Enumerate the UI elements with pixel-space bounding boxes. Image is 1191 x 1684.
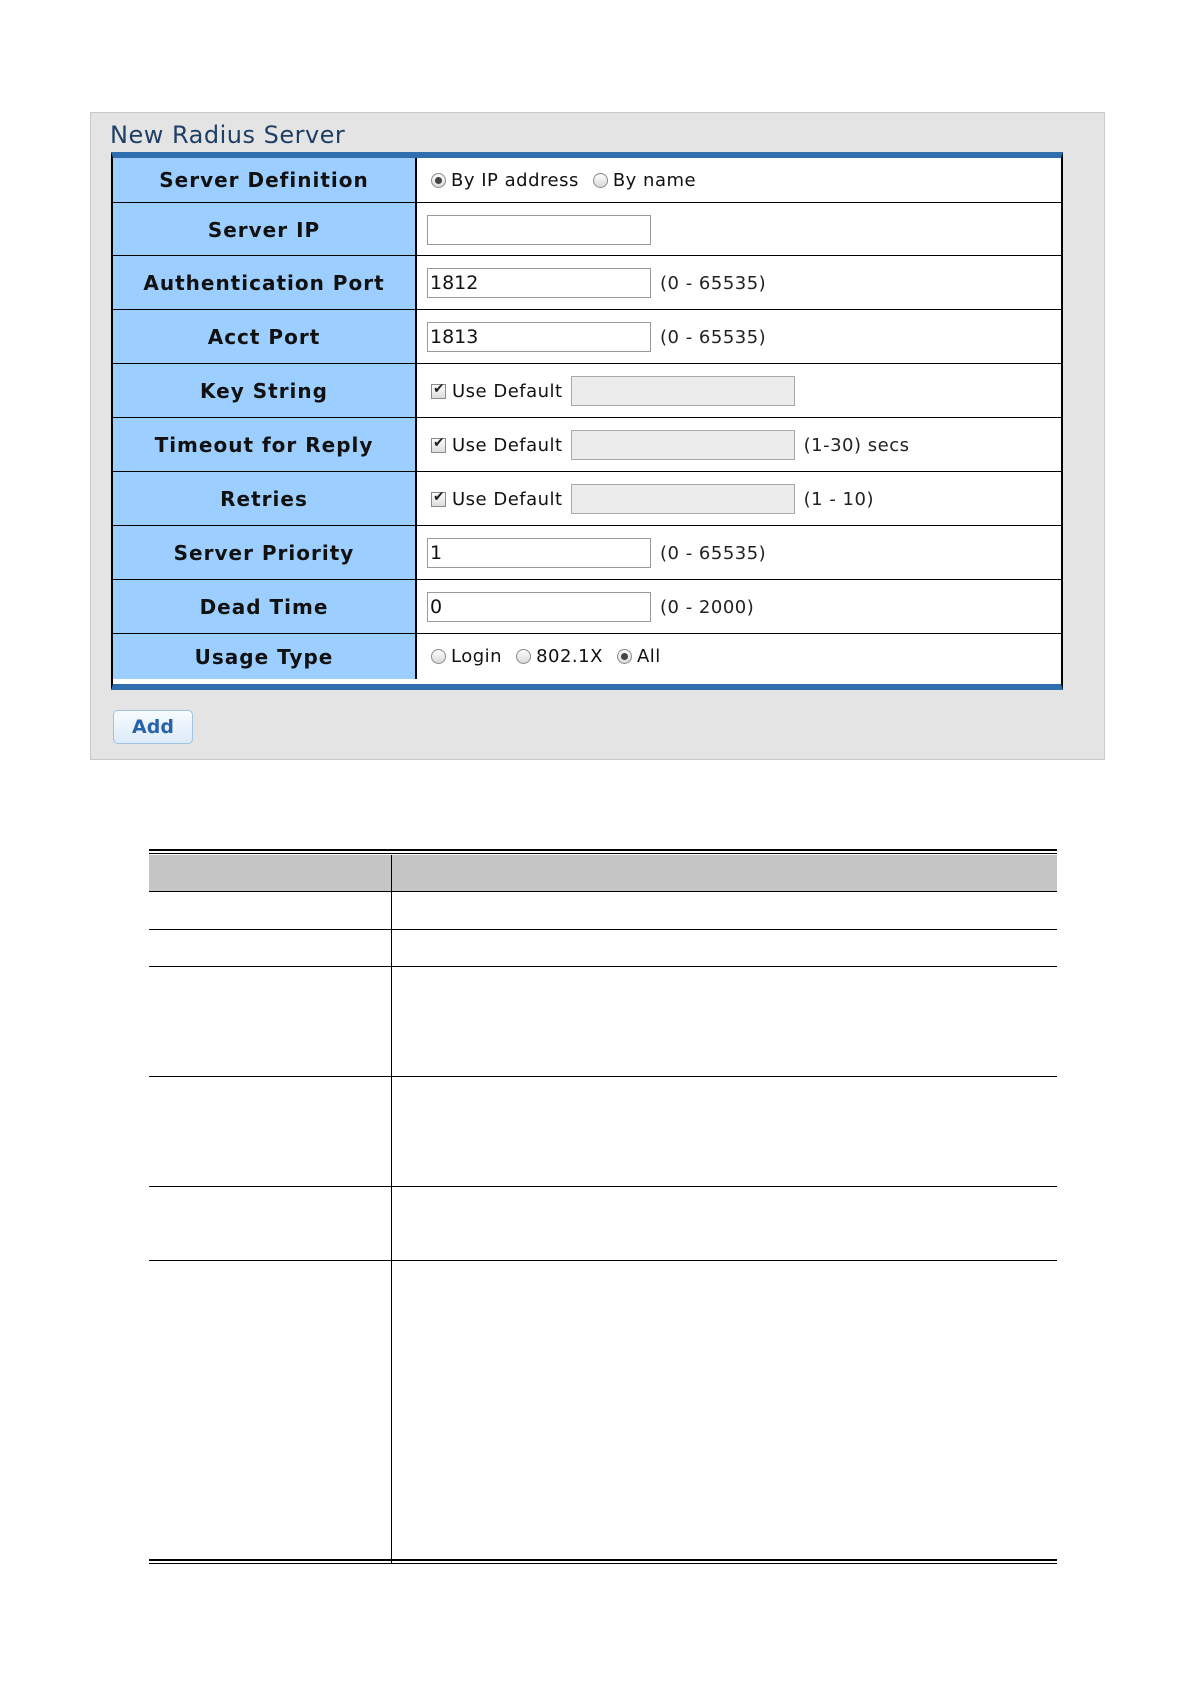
add-button[interactable]: Add	[113, 710, 193, 744]
dead-time-range: (0 - 2000)	[660, 596, 755, 618]
timeout-use-default-checkbox[interactable]	[431, 438, 446, 453]
usage-type-label: Usage Type	[113, 634, 417, 679]
server-definition-label: Server Definition	[113, 158, 417, 202]
authentication-port-range: (0 - 65535)	[660, 272, 767, 294]
row-acct-port	[113, 309, 1061, 364]
key-string-value	[417, 364, 1061, 418]
server-definition-value	[417, 158, 1061, 202]
by-name-radio[interactable]	[593, 173, 608, 188]
server-ip-label: Server IP	[113, 203, 417, 256]
usage-8021x-radio[interactable]	[516, 649, 531, 664]
server-priority-range: (0 - 65535)	[660, 542, 767, 564]
server-ip-input[interactable]	[427, 215, 651, 245]
usage-login-option[interactable]	[427, 646, 502, 667]
usage-all-option[interactable]	[613, 646, 661, 667]
description-table	[149, 849, 1057, 1563]
key-string-label: Key String	[113, 364, 417, 418]
row-usage-type	[113, 633, 1061, 679]
timeout-label: Timeout for Reply	[113, 418, 417, 472]
table-row-line	[149, 1186, 1057, 1187]
dead-time-label: Dead Time	[113, 580, 417, 634]
dead-time-value	[417, 580, 1061, 634]
radius-server-form	[111, 152, 1063, 690]
table-header-row	[149, 855, 1057, 891]
panel-title: New Radius Server	[110, 121, 346, 149]
retries-use-default-checkbox[interactable]	[431, 492, 446, 507]
authentication-port-input[interactable]	[427, 268, 651, 298]
acct-port-label: Acct Port	[113, 310, 417, 364]
authentication-port-value	[417, 256, 1061, 310]
row-timeout-for-reply	[113, 417, 1061, 472]
table-top-rule-inner	[149, 853, 1057, 854]
usage-all-label: All	[636, 646, 661, 667]
table-row-line	[149, 891, 1057, 892]
retries-range: (1 - 10)	[803, 488, 874, 510]
usage-login-radio[interactable]	[431, 649, 446, 664]
authentication-port-label: Authentication Port	[113, 256, 417, 310]
key-string-input[interactable]	[571, 376, 795, 406]
row-authentication-port	[113, 255, 1061, 310]
table-row-line	[149, 1076, 1057, 1077]
acct-port-range: (0 - 65535)	[660, 326, 767, 348]
timeout-range: (1-30) secs	[803, 434, 910, 456]
row-retries	[113, 471, 1061, 526]
key-string-use-default-checkbox[interactable]	[431, 384, 446, 399]
acct-port-input[interactable]	[427, 322, 651, 352]
usage-8021x-label: 802.1X	[536, 646, 603, 667]
usage-8021x-option[interactable]	[512, 646, 603, 667]
table-row-line	[149, 1260, 1057, 1261]
by-ip-radio[interactable]	[431, 173, 446, 188]
retries-label: Retries	[113, 472, 417, 526]
usage-login-label: Login	[451, 646, 503, 667]
by-ip-label: By IP address	[451, 169, 579, 191]
row-server-ip	[113, 202, 1061, 256]
row-server-definition	[113, 158, 1061, 202]
table-column-divider	[391, 855, 392, 1563]
row-key-string	[113, 363, 1061, 418]
usage-type-value	[417, 634, 1061, 679]
retries-use-default-label: Use Default	[452, 488, 563, 510]
timeout-use-default-label: Use Default	[452, 434, 563, 456]
by-name-option[interactable]	[589, 170, 696, 191]
table-row-line	[149, 966, 1057, 967]
server-ip-value	[417, 203, 1061, 256]
server-priority-value	[417, 526, 1061, 580]
row-server-priority	[113, 525, 1061, 580]
table-bottom-rule-inner	[149, 1563, 1057, 1564]
key-string-use-default-label: Use Default	[452, 380, 563, 402]
usage-all-radio[interactable]	[617, 649, 632, 664]
dead-time-input[interactable]	[427, 592, 651, 622]
row-dead-time	[113, 579, 1061, 634]
retries-input[interactable]	[571, 484, 795, 514]
by-name-label: By name	[612, 169, 697, 191]
table-bottom-rule	[149, 1559, 1057, 1561]
timeout-input[interactable]	[571, 430, 795, 460]
timeout-value	[417, 418, 1061, 472]
acct-port-value	[417, 310, 1061, 364]
server-priority-label: Server Priority	[113, 526, 417, 580]
server-priority-input[interactable]	[427, 538, 651, 568]
table-row-line	[149, 929, 1057, 930]
retries-value	[417, 472, 1061, 526]
table-top-rule	[149, 849, 1057, 851]
by-ip-option[interactable]	[427, 170, 579, 191]
new-radius-server-panel	[90, 112, 1105, 760]
